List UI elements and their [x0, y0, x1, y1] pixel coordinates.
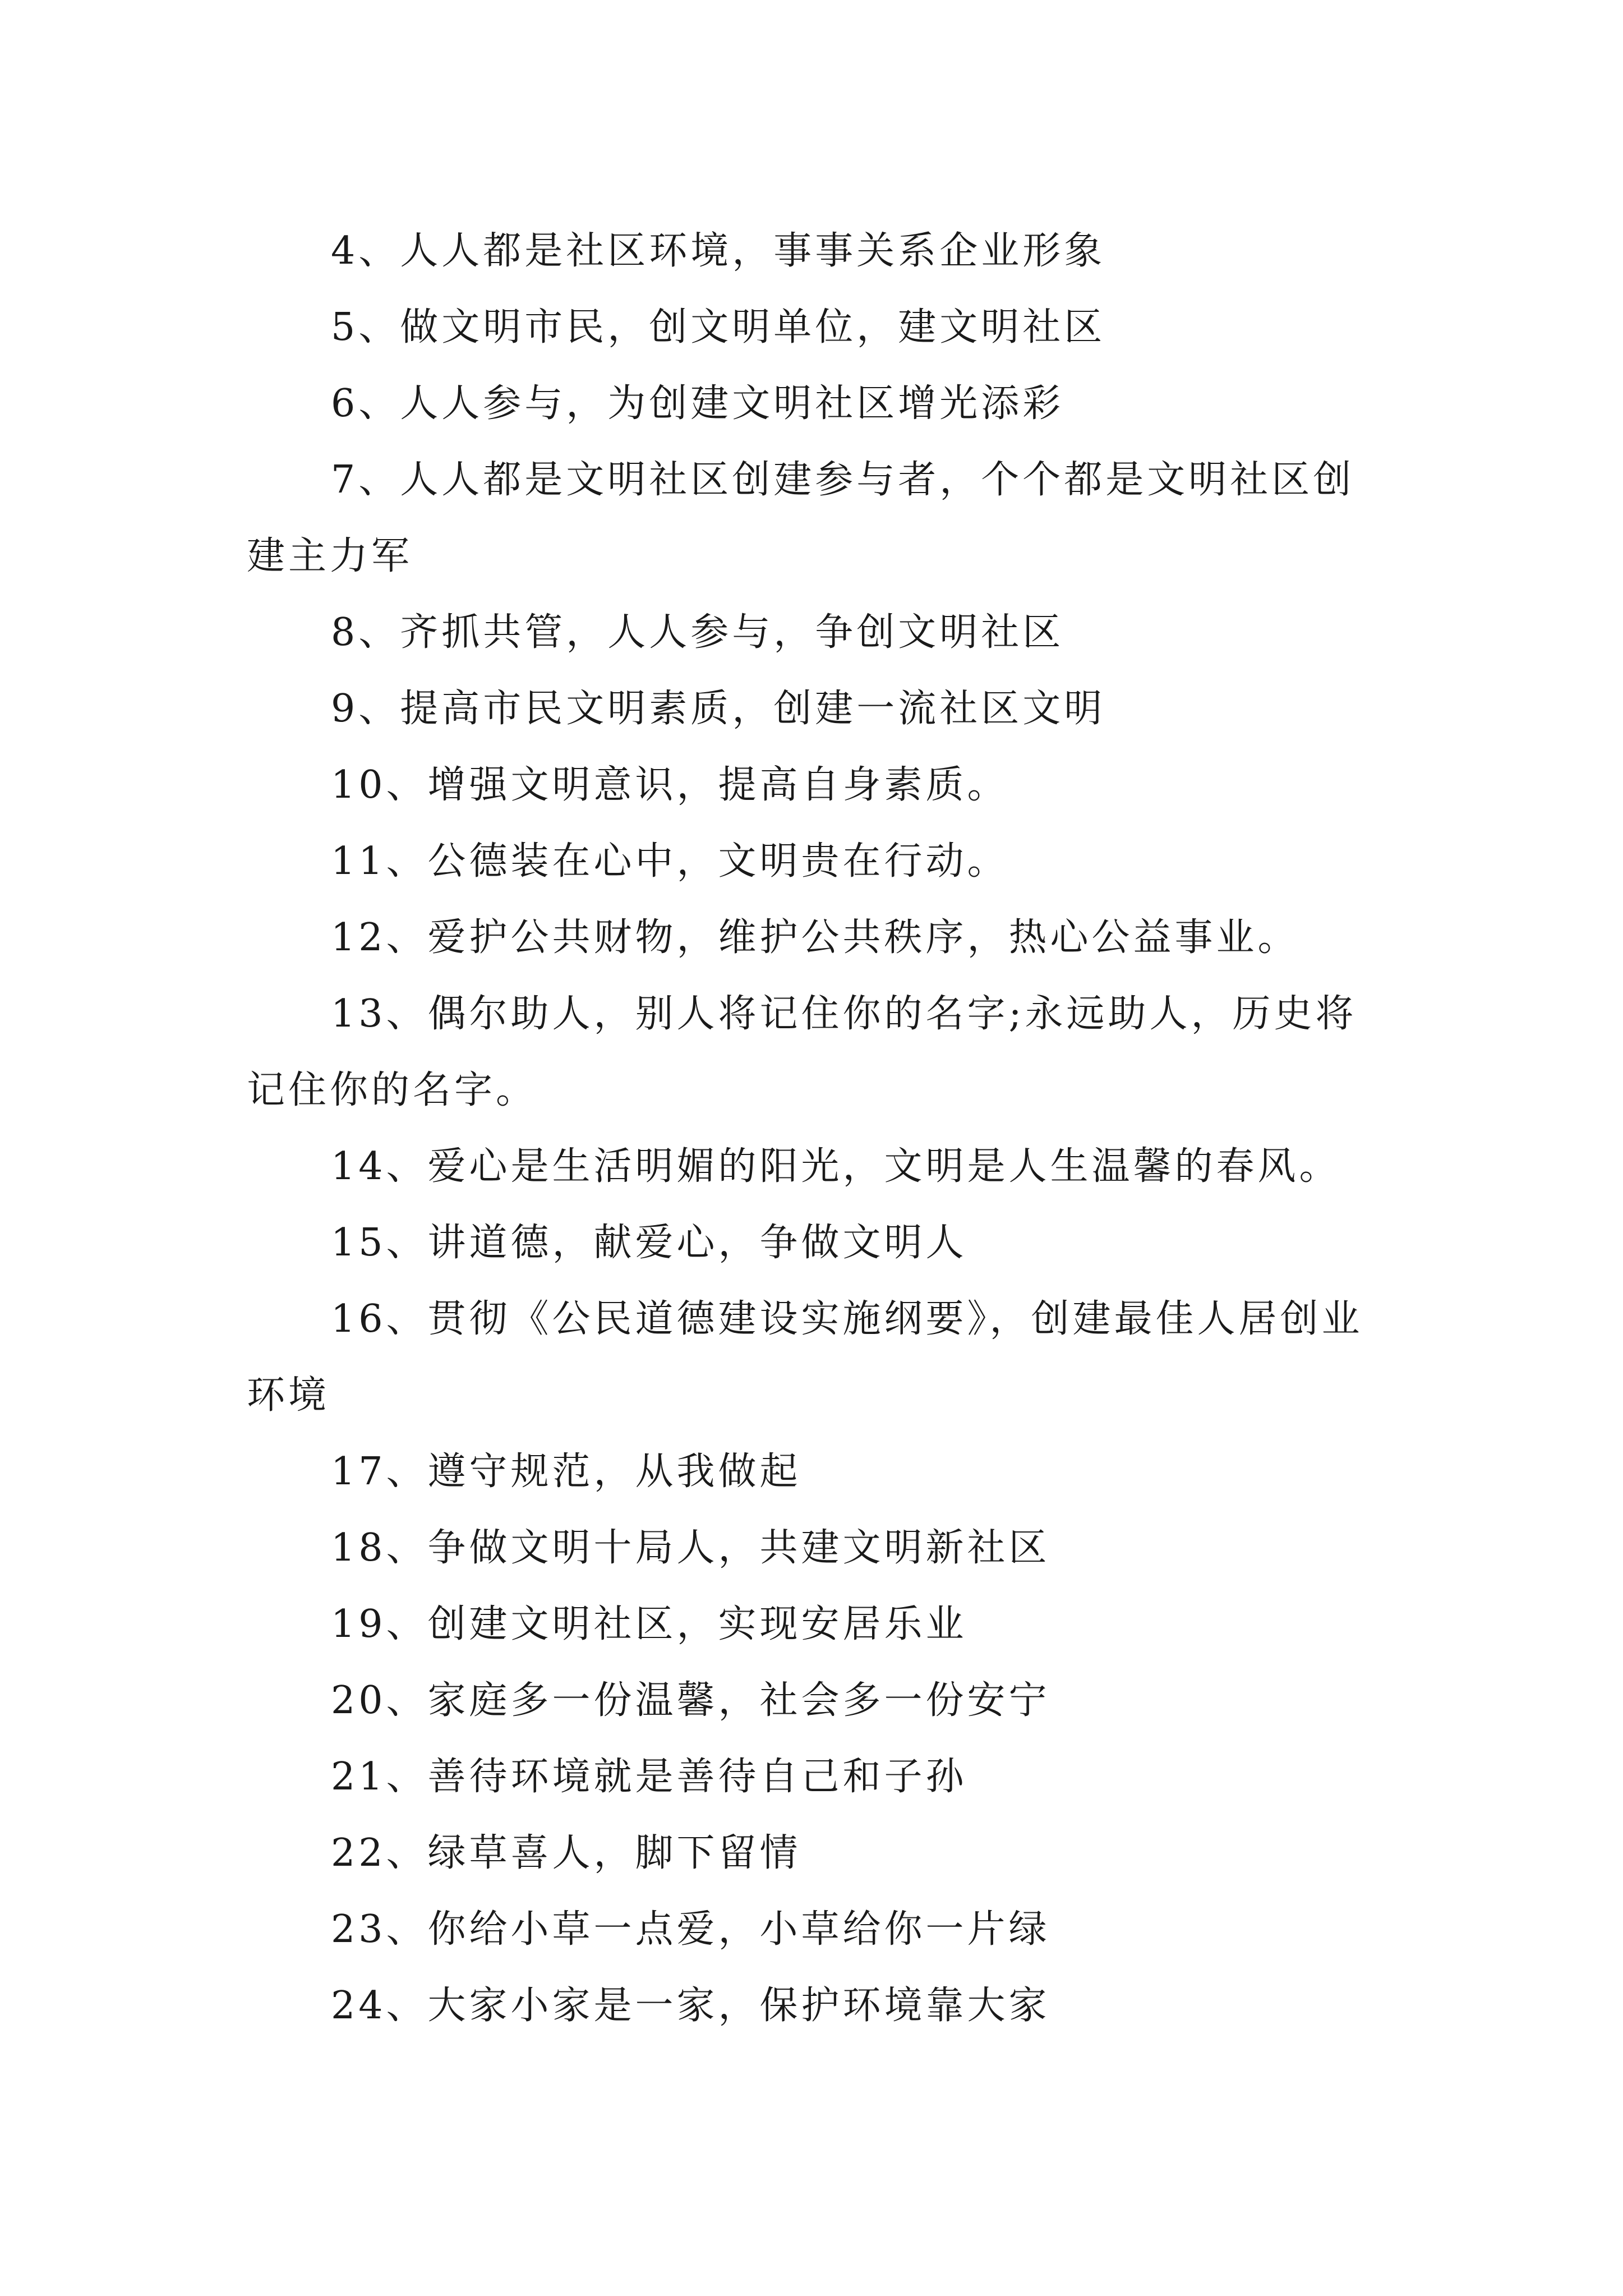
slogan-item: 19、创建文明社区，实现安居乐业	[331, 1602, 967, 1646]
slogan-item: 5、做文明市民，创文明单位，建文明社区	[331, 305, 1106, 349]
slogan-item: 15、讲道德，献爱心，争做文明人	[331, 1221, 967, 1265]
slogan-item: 16、贯彻《公民道德建设实施纲要》，创建最佳人居创业环境	[247, 1297, 1363, 1418]
slogan-item: 12、爱护公共财物，维护公共秩序，热心公益事业。	[331, 915, 1299, 960]
slogan-item: 23、你给小草一点爱，小草给你一片绿	[331, 1907, 1050, 1952]
slogan-item: 14、爱心是生活明媚的阳光，文明是人生温馨的春风。	[331, 1144, 1341, 1189]
slogan-item: 11、公德装在心中，文明贵在行动。	[331, 839, 1009, 884]
slogan-item: 13、偶尔助人，别人将记住你的名字;永远助人，历史将记住你的名字。	[247, 992, 1357, 1112]
slogan-item: 20、家庭多一份温馨，社会多一份安宁	[331, 1678, 1050, 1723]
slogan-list	[247, 213, 1391, 2044]
slogan-item: 17、遵守规范，从我做起	[331, 1450, 801, 1494]
slogan-item: 24、大家小家是一家，保护环境靠大家	[331, 1984, 1050, 2028]
slogan-item: 8、齐抓共管，人人参与，争创文明社区	[331, 610, 1064, 655]
slogan-item: 9、提高市民文明素质，创建一流社区文明	[331, 687, 1106, 731]
slogan-item: 7、人人都是文明社区创建参与者，个个都是文明社区创建主力军	[247, 458, 1355, 578]
slogan-item: 4、人人都是社区环境，事事关系企业形象	[331, 229, 1106, 273]
slogan-item: 10、增强文明意识，提高自身素质。	[331, 763, 1009, 807]
slogan-item: 22、绿草喜人，脚下留情	[331, 1831, 801, 1875]
slogan-item: 18、争做文明十局人，共建文明新社区	[331, 1526, 1050, 1570]
slogan-item: 21、善待环境就是善待自己和子孙	[331, 1755, 967, 1799]
slogan-item: 6、人人参与，为创建文明社区增光添彩	[331, 381, 1064, 426]
